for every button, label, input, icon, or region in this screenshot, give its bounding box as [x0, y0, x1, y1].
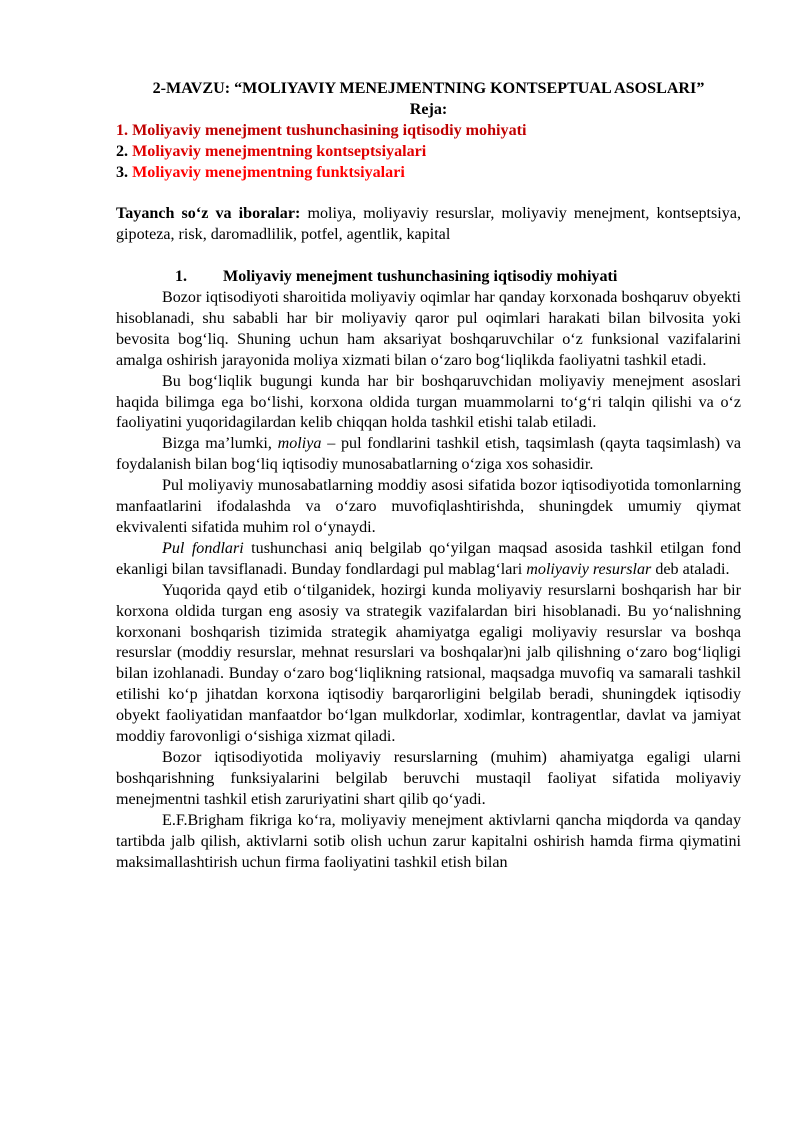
paragraph	[116, 434, 741, 476]
section-number: 1.	[175, 268, 188, 286]
plan-item-number: 2.	[116, 142, 129, 160]
plan-item-text: Moliyaviy menejmentning funktsiyalari	[132, 163, 405, 181]
italic-term: Pul fondlari	[162, 539, 244, 557]
italic-term: moliya	[277, 435, 322, 453]
plan-item-number: 1.	[116, 121, 129, 139]
paragraph-text: – pul fondlarini tashkil etish, taqsimlash (qayta taqsimlash) va foydalanish bilan bog‘liq iqtisodiy munosabatlarning o‘ziga xos sohasidir.	[116, 435, 742, 474]
section-heading	[116, 267, 741, 288]
document-body	[116, 79, 741, 873]
italic-term: moliyaviy resurslar	[526, 560, 652, 578]
paragraph-text: deb ataladi.	[651, 560, 730, 578]
paragraph: Bu bog‘liqlik bugungi kunda har bir boshqaruvchidan moliyaviy menejment asoslari haqida bilimga ega bo‘lishi, korxona oldida turgan muammolarni to‘g‘ri talqin qilishi va o‘z faoliyatini yuqoridagilardan kelib chiqqan holda tashkil etishi talab etiladi.	[116, 372, 741, 432]
plan-item	[116, 163, 741, 184]
keywords-label: Tayanch so‘z va iboralar:	[116, 205, 301, 223]
paragraph: E.F.Brigham fikriga ko‘ra, moliyaviy menejment aktivlarni qancha miqdorda va qanday tartibda jalb qilish, aktivlarni sotib olish uchun zarur kapitalni oshirish hamda firma qiymatini maksimallashtirish uchun firma faoliyatini tashkil etish bilan	[116, 811, 741, 871]
plan-item	[116, 142, 741, 163]
plan-item	[116, 121, 741, 142]
paragraph-text: tushunchasi aniq belgilab qo‘yilgan maqsad asosida tashkil etilgan fond ekanligi bilan tavsiflanadi. Bunday fondlardagi pul mablag‘lari	[116, 539, 741, 578]
paragraph: Yuqorida qayd etib o‘tilganidek, hozirgi kunda moliyaviy resurslarni boshqarish har bir korxona oldida turgan eng asosiy va strategik vazifalardan biri hisoblanadi. Bu yo‘nalishning korxonani boshqarish tizimida strategik ahamiyatga egaligi moliyaviy resurslar va boshqa resurslar (moddiy resurslar, mehnat resurslari va boshqalar)ni jalb qilishning o‘zaro bog‘liqligi bilan izohlanadi. Bunday o‘zaro bog‘liqlikning ratsional, maqsadga muvofiq va samarali tashkil etilishi ko‘p jihatdan korxona iqtisodiy barqarorligini belgilab beradi, shuningdek iqtisodiy obyekt faoliyatidan manfaatdor bo‘lgan mulkdorlar, xodimlar, kontragentlar, davlat va jamiyat moddiy farovonligi o‘sishiga xizmat qiladi.	[116, 581, 741, 746]
plan-item-number: 3.	[116, 163, 129, 181]
section-title: Moliyaviy menejment tushunchasining iqtisodiy mohiyati	[223, 268, 618, 286]
spacer	[116, 184, 741, 205]
page-title: 2-MAVZU: “MOLIYAVIY MENEJMENTNING KONTSEPTUAL ASOSLARI”	[152, 80, 705, 97]
plan-list	[116, 121, 741, 184]
paragraph: Bozor iqtisodiyotida moliyaviy resurslarning (muhim) ahamiyatga egaligi ularni boshqarishning funksiyalarini belgilab beruvchi mustaqil faoliyat sifatida moliyaviy menejmentni tashkil etish zaruriyatini shart qilib qo‘yadi.	[116, 748, 741, 808]
plan-heading: Reja:	[409, 100, 448, 118]
paragraph: Bozor iqtisodiyoti sharoitida moliyaviy oqimlar har qanday korxonada boshqaruv obyekti hisoblanadi, shu sababli har bir moliyaviy qaror pul oqimlari harakati bilan bilvosita yoki bevosita bog‘liq. Shuning uchun ham aksariyat boshqaruvchilar o‘z funksional vazifalarini amalga oshirish jarayonida moliya xizmati bilan o‘zaro bog‘liqlikda faoliyatni tashkil etadi.	[116, 289, 741, 369]
keywords-paragraph	[116, 204, 741, 246]
plan-item-text: Moliyaviy menejmentning kontseptsiyalari	[132, 142, 427, 160]
paragraph	[116, 539, 741, 581]
spacer	[116, 246, 741, 267]
paragraph-text: Bizga ma’lumki,	[162, 435, 278, 453]
plan-item-text: Moliyaviy menejment tushunchasining iqtisodiy mohiyati	[132, 121, 527, 139]
paragraph: Pul moliyaviy munosabatlarning moddiy asosi sifatida bozor iqtisodiyotida tomonlarning manfaatlarini ifodalashda va o‘zaro muvofiqlashtirishda, shuningdek umumiy qiymat ekvivalenti sifatida muhim rol o‘ynaydi.	[116, 477, 741, 536]
keywords-text: moliya, moliyaviy resurslar, moliyaviy menejment, kontseptsiya, gipoteza, risk, daromadlilik, potfel, agentlik, kapital	[116, 205, 741, 244]
